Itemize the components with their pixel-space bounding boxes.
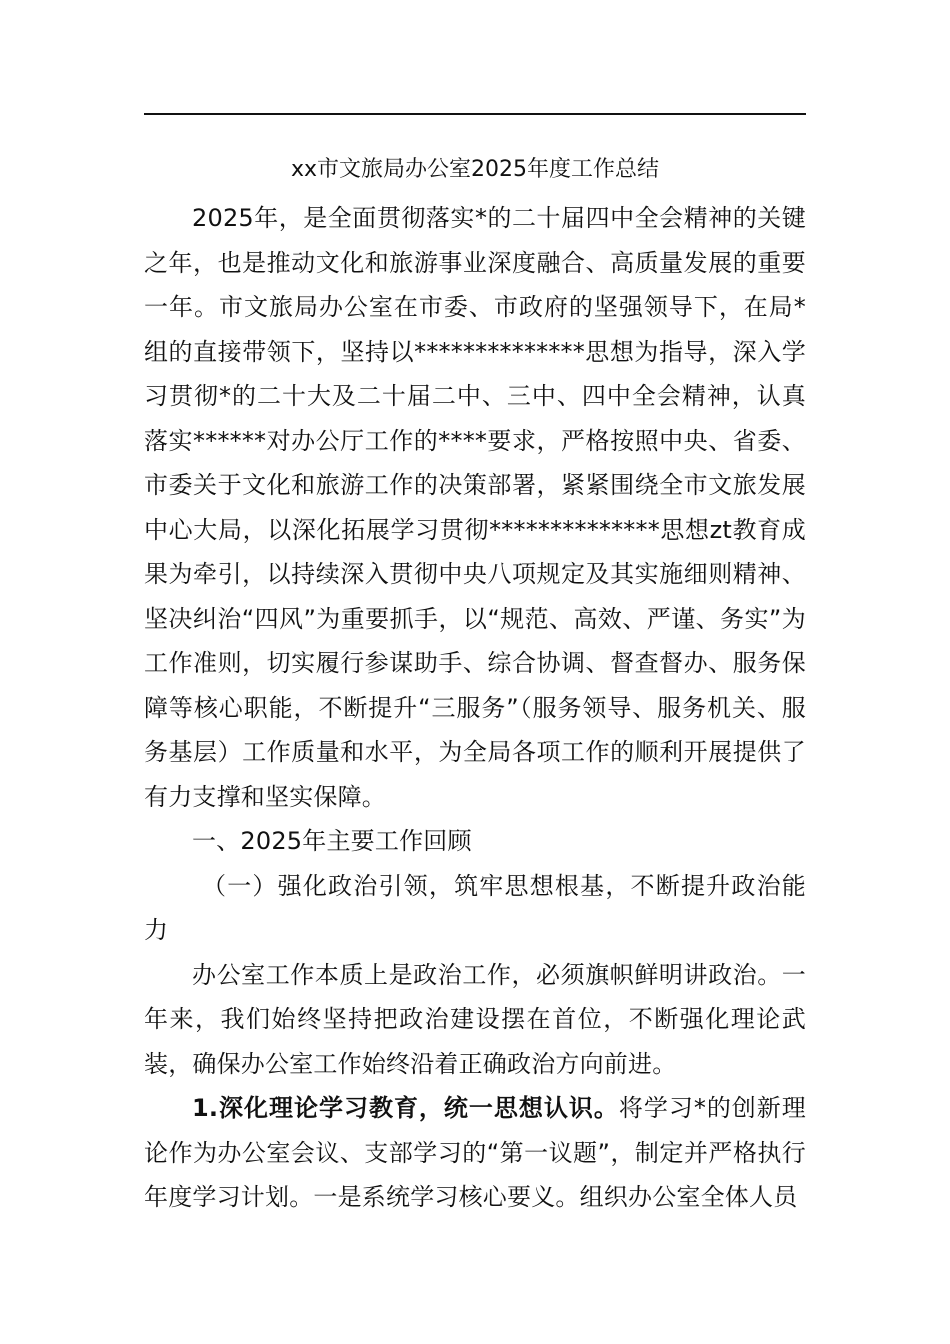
- header-divider: [144, 113, 806, 115]
- intro-paragraph: 2025年，是全面贯彻落实*的二十届四中全会精神的关键之年，也是推动文化和旅游事业深度融合、高质量发展的重要一年。市文旅局办公室在市委、市政府的坚强领导下，在局*组的直接带领下，坚持以**************思想为指导，深入学习贯彻*的二十大及二十届二中、三中、四中全会精神，认真落实******对办公厅工作的****要求，严格按照中央、省委、市委关于文化和旅游工作的决策部署，紧紧围绕全市文旅发展中心大局，以深化拓展学习贯彻**************思想zt教育成果为牵引，以持续深入贯彻中央八项规定及其实施细则精神、坚决纠治“四风”为重要抓手，以“规范、高效、严谨、务实”为工作准则，切实履行参谋助手、综合协调、督查督办、服务保障等核心职能，不断提升“三服务”（服务领导、服务机关、服务基层）工作质量和水平，为全局各项工作的顺利开展提供了有力支撑和坚实保障。: [144, 204, 806, 811]
- subsection-paragraph: 办公室工作本质上是政治工作，必须旗帜鲜明讲政治。一年来，我们始终坚持把政治建设摆在首位，不断强化理论武装，确保办公室工作始终沿着正确政治方向前进。: [144, 960, 806, 1078]
- item-lead: 1.深化理论学习教育，统一思想认识。: [192, 1094, 619, 1122]
- document-body: [144, 196, 806, 1220]
- document-page: [144, 0, 806, 1344]
- item-paragraph: [144, 1086, 806, 1220]
- item-body: 将学习*的创新理论作为办公室会议、支部学习的“第一议题”，制定并严格执行年度学习计划。一是系统学习核心要义。组织办公室全体人员: [144, 1094, 806, 1211]
- section-heading: 一、2025年主要工作回顾: [192, 827, 472, 855]
- document-title: xx市文旅局办公室2025年度工作总结: [290, 157, 660, 182]
- subsection-heading: （一）强化政治引领，筑牢思想根基，不断提升政治能力: [144, 871, 806, 944]
